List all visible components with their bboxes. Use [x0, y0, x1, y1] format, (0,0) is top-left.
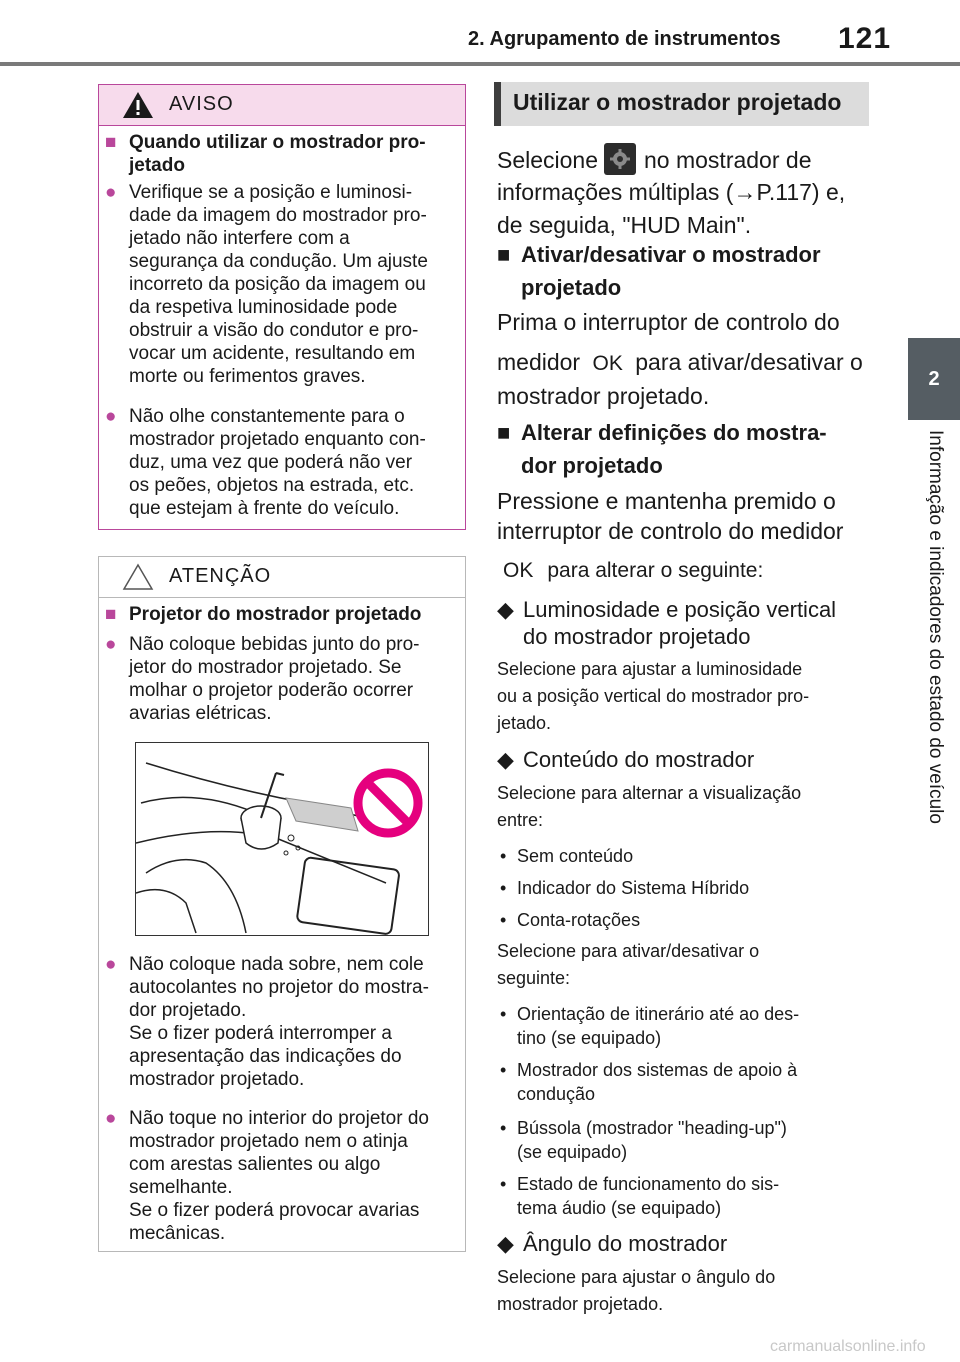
warning-header: [99, 85, 465, 126]
subheading-settings: [497, 416, 867, 482]
option-angle: [497, 1230, 867, 1257]
circle-bullet-icon: ●: [105, 182, 117, 203]
option-angle-title: Ângulo do mostrador: [523, 1231, 728, 1256]
circle-bullet-icon: ●: [105, 1108, 117, 1129]
intro-text-a: Selecione: [497, 147, 599, 173]
caution-triangle-icon: [121, 562, 155, 592]
warning-item: [105, 181, 455, 388]
subheading-toggle-text: Ativar/desativar o mostrador projetado: [521, 242, 821, 300]
circle-bullet-icon: ●: [105, 406, 117, 427]
intro-text-b: no mostrador de: [644, 147, 812, 173]
square-bullet-icon: ■: [105, 604, 117, 625]
option-brightness: [497, 596, 867, 650]
chapter-title: Informação e indicadores do estado do veículo: [925, 430, 946, 824]
content-list-text: Sem conteúdo: [517, 846, 634, 866]
caution-item-text: Não coloque nada sobre, nem cole autocolantes no projetor do mostra- dor projetado. Se o fizer poderá interromper a apresentação das indicações do mostrador projetado.: [129, 954, 429, 1090]
option-toggle-text: Selecione para ativar/desativar o seguinte:: [497, 941, 760, 988]
warning-item-text: Não olhe constantemente para o mostrador projetado enquanto con- duz, uma vez que poderá não ver os peões, objetos na estrada, etc. que estejam à frente do veículo.: [129, 406, 426, 519]
subheading-toggle: [497, 238, 867, 304]
prohibition-icon: [358, 773, 418, 833]
content-list-item: • Indicador do Sistema Híbrido: [497, 876, 867, 900]
diamond-bullet-icon: ◆: [497, 597, 514, 622]
caution-item: [105, 633, 455, 725]
content-list-text: Indicador do Sistema Híbrido: [517, 878, 750, 898]
warning-triangle-icon: [121, 90, 155, 120]
square-bullet-icon: ■: [105, 132, 117, 153]
warning-heading-text: Quando utilizar o mostrador pro- jetado: [129, 132, 426, 176]
option-content-title: Conteúdo do mostrador: [523, 747, 755, 772]
page-number: 121: [838, 22, 892, 55]
section-title: 2. Agrupamento de instrumentos: [468, 28, 781, 50]
warning-heading: [105, 131, 455, 177]
caution-item-text: Não toque no interior do projetor do mostrador projetado nem o atinja com arestas salientes ou algo semelhante. Se o fizer poderá provocar avarias mecânicas.: [129, 1108, 429, 1244]
toggle-text-a: Prima o interruptor de controlo do: [497, 309, 840, 335]
warning-item: [105, 405, 455, 520]
intro-line-b: [644, 144, 864, 177]
chapter-title-vertical: [908, 430, 960, 890]
header-rule: [0, 62, 960, 66]
diamond-bullet-icon: ◆: [497, 1231, 514, 1256]
toggle-list-item: • Orientação de itinerário até ao des- tino (se equipado): [497, 1002, 867, 1050]
section-heading-bar: [494, 82, 869, 126]
settings-text-b-label: para alterar o seguinte:: [547, 559, 764, 582]
option-content-text: Selecione para alternar a visualização entre:: [497, 783, 802, 830]
toggle-text-c: mostrador projetado.: [497, 383, 710, 409]
square-bullet-icon: ■: [497, 242, 511, 267]
warning-box: [98, 84, 466, 530]
intro-rest: informações múltiplas (→P.117) e, de seguida, "HUD Main".: [497, 179, 846, 238]
caution-header: [99, 557, 465, 598]
hud-projector-illustration: [135, 742, 429, 936]
ok-button-glyph: OK: [592, 352, 623, 375]
toggle-list-item: • Mostrador dos sistemas de apoio à condução: [497, 1058, 867, 1106]
settings-text: Pressione e mantenha premido o interruptor de controlo do medidor: [497, 488, 844, 544]
square-bullet-icon: ■: [497, 420, 511, 445]
watermark: carmanualsonline.info: [770, 1338, 926, 1355]
content-list-item: • Sem conteúdo: [497, 844, 867, 868]
toggle-list-text: Orientação de itinerário até ao des- tino (se equipado): [517, 1004, 800, 1048]
content-list-item: • Conta-rotações: [497, 908, 867, 932]
caution-item: [105, 1107, 455, 1245]
subheading-settings-text: Alterar definições do mostra- dor projetado: [521, 420, 827, 478]
caution-heading-text: Projetor do mostrador projetado: [129, 604, 422, 625]
caution-item-text: Não coloque bebidas junto do pro- jetor do mostrador projetado. Se molhar o projetor poderão ocorrer avarias elétricas.: [129, 634, 420, 724]
option-brightness-title: Luminosidade e posição vertical do mostrador projetado: [523, 597, 837, 649]
toggle-text-b2: para ativar/desativar o: [635, 349, 863, 375]
section-heading: Utilizar o mostrador projetado: [513, 89, 842, 115]
caution-item: [105, 953, 455, 1091]
caution-heading: [105, 603, 455, 626]
warning-title: AVISO: [169, 93, 234, 115]
toggle-list-text: Estado de funcionamento do sis- tema áudio (se equipado): [517, 1174, 780, 1218]
option-brightness-text: Selecione para ajustar a luminosidade ou a posição vertical do mostrador pro- jetado.: [497, 659, 810, 733]
option-angle-text: Selecione para ajustar o ângulo do mostrador projetado.: [497, 1267, 776, 1314]
chapter-tab: 2: [908, 338, 960, 420]
settings-text-b: [497, 554, 867, 587]
content-list-text: Conta-rotações: [517, 910, 641, 930]
circle-bullet-icon: ●: [105, 634, 117, 655]
toggle-list-item: • Estado de funcionamento do sis- tema áudio (se equipado): [497, 1172, 867, 1220]
circle-bullet-icon: ●: [105, 954, 117, 975]
toggle-list-text: Mostrador dos sistemas de apoio à condução: [517, 1060, 798, 1104]
toggle-text-b1: medidor: [497, 349, 581, 375]
settings-gear-icon: [604, 143, 636, 175]
toggle-text-b: [497, 346, 867, 380]
toggle-list-text: Bússola (mostrador "heading-up") (se equipado): [517, 1118, 787, 1162]
warning-item-text: Verifique se a posição e luminosi- dade da imagem do mostrador pro- jetado não interfere com a segurança da condução. Um ajuste incorreto da posição da imagem ou da respetiva luminosidade pode obstruir a visão do condutor e pro- vocar um acidente, resultando em morte ou ferimentos graves.: [129, 182, 428, 387]
ok-button-glyph: OK: [503, 559, 534, 582]
option-content: [497, 746, 867, 773]
diamond-bullet-icon: ◆: [497, 747, 514, 772]
caution-title: ATENÇÃO: [169, 565, 272, 587]
toggle-list-item: • Bússola (mostrador "heading-up") (se equipado): [497, 1116, 867, 1164]
